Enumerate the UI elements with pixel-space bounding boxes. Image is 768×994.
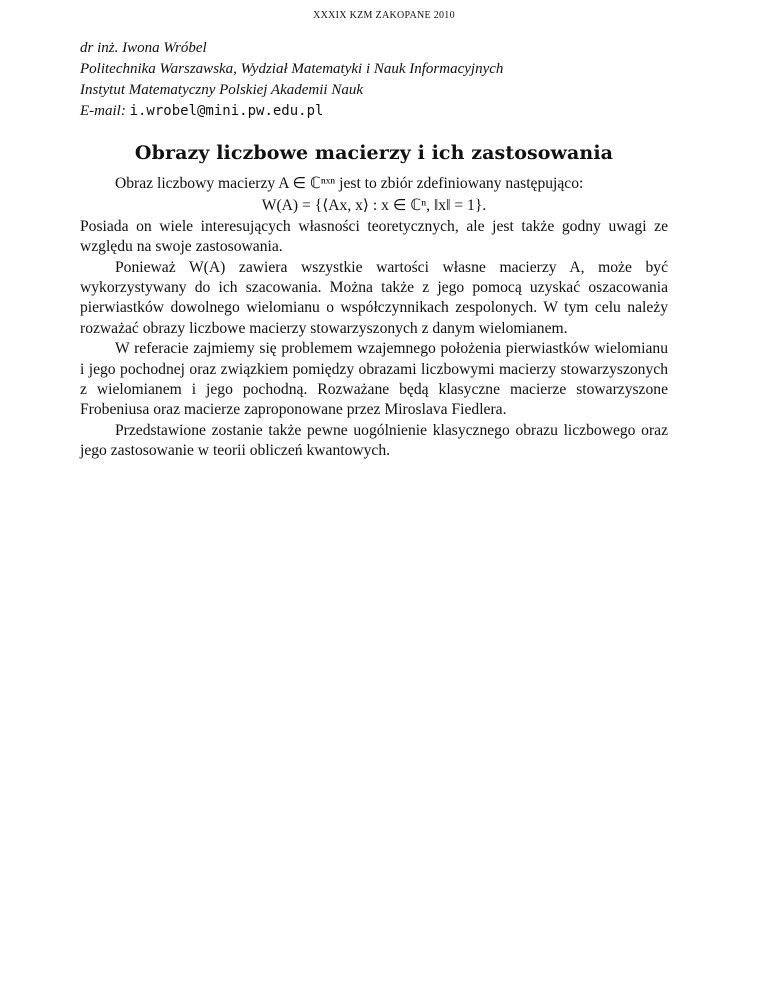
document-page <box>80 38 668 462</box>
paragraph-2: Ponieważ W(A) zawiera wszystkie wartości własne macierzy A, może być wykorzystywany do ich szacowania. Można także z jego pomocą uzyskać oszacowania pierwiastków dowolnego wielomianu o współczynnikach zespolonych. W tym celu należy rozważać obrazy liczbowe macierzy stowarzyszonych z danym wielomianem. <box>80 258 668 337</box>
paragraph-4: Przedstawione zostanie także pewne uogólnienie klasycznego obrazu liczbowego oraz jego zastosowanie w teorii obliczeń kwantowych. <box>80 421 668 460</box>
paragraph-3: W referacie zajmiemy się problemem wzajemnego położenia pierwiastków wielomianu i jego pochodnej oraz związkiem pomiędzy obrazami liczbowymi macierzy stowarzyszonych z wielomianem i jego pochodną. Rozważane będą klasyczne macierze stowarzyszone Frobeniusa oraz macierze zaproponowane przez Miroslava Fiedlera. <box>80 340 668 419</box>
author-name: dr inż. Iwona Wróbel <box>80 40 207 56</box>
author-affiliation-2: Instytut Matematyczny Polskiej Akademii Nauk <box>80 82 363 98</box>
running-header: XXXIX KZM ZAKOPANE 2010 <box>313 10 455 21</box>
article-body <box>80 174 668 462</box>
paragraph-1: Posiada on wiele interesujących własności teoretycznych, ale jest także godny uwagi ze względu na swoje zastosowania. <box>80 217 668 256</box>
author-block <box>80 38 668 122</box>
author-email-line <box>80 101 668 122</box>
email-label: E-mail: <box>80 103 126 119</box>
numerical-range-formula: W(A) = {⟨Ax, x⟩ : x ∈ ℂⁿ, ‖x‖ = 1}. <box>261 197 487 215</box>
email-address: i.wrobel@mini.pw.edu.pl <box>129 103 324 119</box>
author-affiliation-1: Politechnika Warszawska, Wydział Matematyki i Nauk Informacyjnych <box>80 61 504 77</box>
intro-sentence: Obraz liczbowy macierzy A ∈ ℂⁿˣⁿ jest to zbiór zdefiniowany następująco: <box>115 175 584 192</box>
article-title: Obrazy liczbowe macierzy i ich zastosowania <box>134 142 614 164</box>
